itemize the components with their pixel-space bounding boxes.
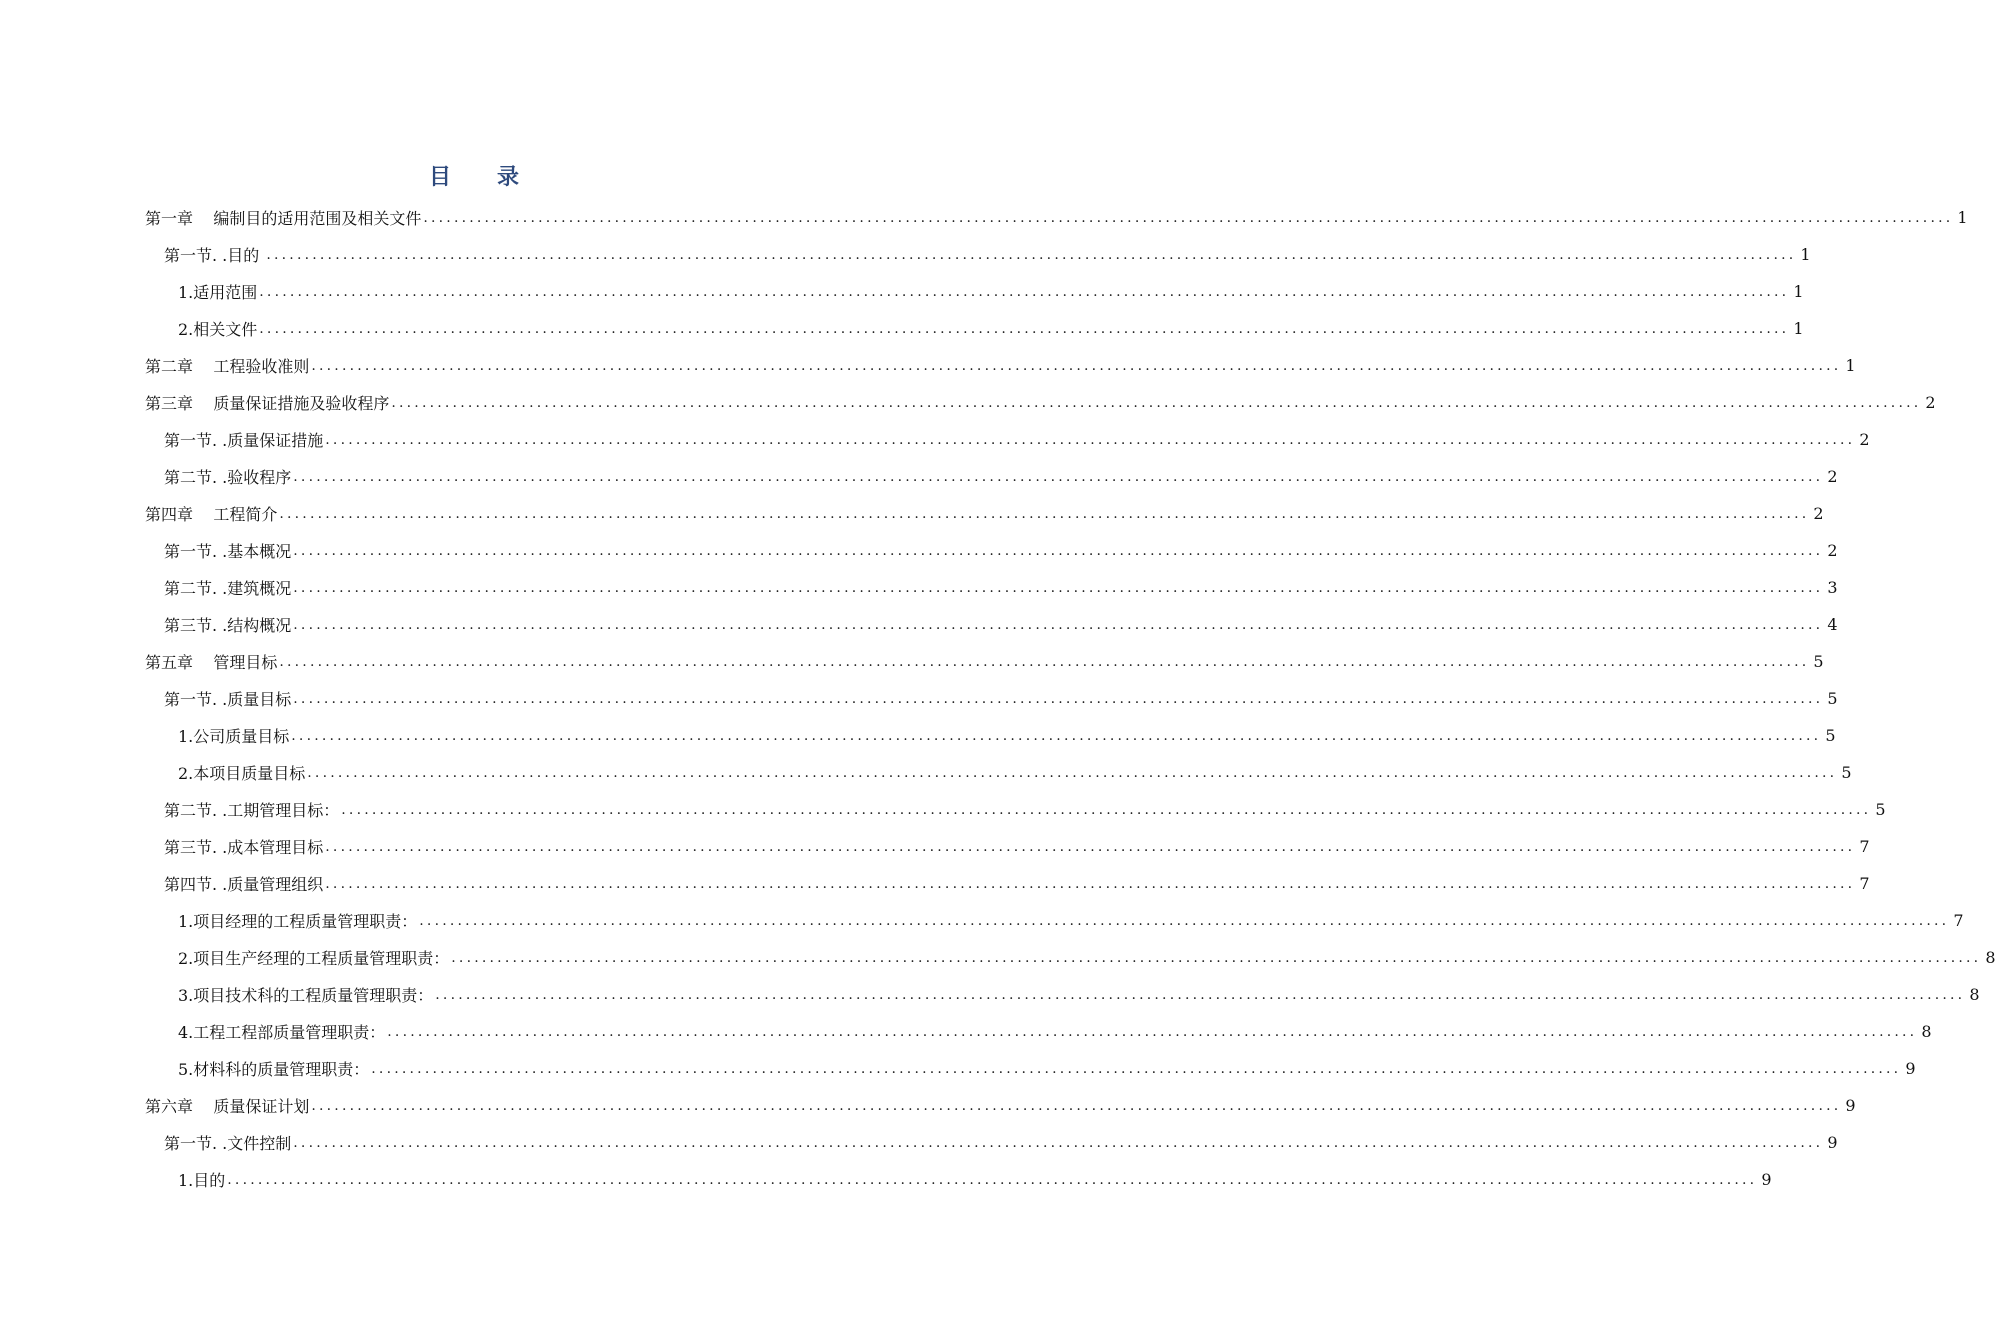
toc-entry-page: 3 (1827, 578, 1838, 597)
toc-entry-label: 第二章 工程验收准则 (145, 357, 310, 376)
toc-entry-label: 第二节. .验收程序 (164, 468, 292, 487)
toc-entry[interactable] (0, 1124, 1838, 1161)
toc-leader-dots: ........................................................................................................................................................................................................ (307, 764, 1838, 781)
toc-entry-page: 1 (1800, 245, 1811, 264)
toc-entry-page: 2 (1827, 541, 1838, 560)
toc-entry[interactable] (0, 976, 1980, 1013)
toc-entry-label: 2.项目生产经理的工程质量管理职责： (178, 949, 450, 968)
toc-leader-dots: ........................................................................................................................................................................................................ (293, 1134, 1824, 1151)
toc-entry-page: 4 (1827, 615, 1838, 634)
toc-title (0, 160, 950, 191)
toc-entry-page: 8 (1969, 985, 1980, 1004)
toc-leader-dots: ........................................................................................................................................................................................................ (387, 1023, 1918, 1040)
toc-entry-page: 7 (1953, 911, 1964, 930)
toc-entry-label: 5.材料科的质量管理职责： (178, 1060, 370, 1079)
toc-entry[interactable] (0, 865, 1870, 902)
toc-entry-page: 5 (1827, 689, 1838, 708)
toc-leader-dots: ........................................................................................................................................................................................................ (391, 394, 1922, 411)
toc-entry-page: 1 (1793, 319, 1804, 338)
toc-leader-dots: ........................................................................................................................................................................................................ (311, 357, 1842, 374)
toc-entry-label: 2.本项目质量目标 (178, 764, 306, 783)
toc-leader-dots: ........................................................................................................................................................................................................ (419, 912, 1950, 929)
toc-leader-dots: ........................................................................................................................................................................................................ (227, 1171, 1758, 1188)
toc-entry-page: 9 (1827, 1133, 1838, 1152)
toc-entry[interactable] (0, 495, 1824, 532)
toc-entry[interactable] (0, 384, 1936, 421)
toc-entry-page: 1 (1793, 282, 1804, 301)
toc-leader-dots: ........................................................................................................................................................................................................ (311, 1097, 1842, 1114)
toc-entry-label: 2.相关文件 (178, 320, 258, 339)
toc-entry-page: 2 (1827, 467, 1838, 486)
toc-entry[interactable] (0, 458, 1838, 495)
toc-leader-dots: ........................................................................................................................................................................................................ (293, 468, 1824, 485)
toc-leader-dots: ........................................................................................................................................................................................................ (325, 875, 1856, 892)
toc-leader-dots: ........................................................................................................................................................................................................ (279, 653, 1810, 670)
toc-leader-dots: ........................................................................................................................................................................................................ (451, 949, 1982, 966)
toc-entry[interactable] (0, 1050, 1916, 1087)
toc-entry-label: 1.目的 (178, 1171, 226, 1190)
toc-entry-page: 5 (1813, 652, 1824, 671)
toc-entry-label: 第一节. .基本概况 (164, 542, 292, 561)
toc-entry-page: 1 (1957, 208, 1968, 227)
toc-entry-label: 第二节. .工期管理目标： (164, 801, 340, 820)
toc-leader-dots: ........................................................................................................................................................................................................ (371, 1060, 1902, 1077)
toc-entry-label: 第一章 编制目的适用范围及相关文件 (145, 209, 422, 228)
toc-entry-page: 9 (1905, 1059, 1916, 1078)
toc-leader-dots: ........................................................................................................................................................................................................ (293, 579, 1824, 596)
toc-leader-dots: ........................................................................................................................................................................................................ (266, 246, 1797, 263)
toc-entry-label: 第一节. .文件控制 (164, 1134, 292, 1153)
toc-entry-label: 第三章 质量保证措施及验收程序 (145, 394, 390, 413)
toc-entry-page: 2 (1925, 393, 1936, 412)
toc-entry-label: 第三节. .结构概况 (164, 616, 292, 635)
toc-entry-label: 第五章 管理目标 (145, 653, 278, 672)
toc-entry-label: 第四节. .质量管理组织 (164, 875, 324, 894)
toc-entry[interactable] (0, 310, 1804, 347)
toc-entry-label: 3.项目技术科的工程质量管理职责： (178, 986, 434, 1005)
toc-entry-page: 8 (1921, 1022, 1932, 1041)
toc-entry[interactable] (0, 347, 1856, 384)
toc-leader-dots: ........................................................................................................................................................................................................ (259, 320, 1790, 337)
toc-entry-page: 5 (1841, 763, 1852, 782)
toc-entry[interactable] (0, 717, 1836, 754)
toc-entry-page: 7 (1859, 837, 1870, 856)
toc-entry[interactable] (0, 754, 1852, 791)
toc-entry[interactable] (0, 421, 1870, 458)
toc-leader-dots: ........................................................................................................................................................................................................ (423, 209, 1954, 226)
toc-entry[interactable] (0, 680, 1838, 717)
toc-entry[interactable] (0, 939, 1996, 976)
toc-entry[interactable] (0, 199, 1968, 236)
toc-leader-dots: ........................................................................................................................................................................................................ (435, 986, 1966, 1003)
toc-entry[interactable] (0, 1013, 1932, 1050)
toc-entry[interactable] (0, 569, 1838, 606)
toc-entry-label: 第一节. .质量保证措施 (164, 431, 324, 450)
toc-entry-label: 第四章 工程简介 (145, 505, 278, 524)
toc-leader-dots: ........................................................................................................................................................................................................ (325, 838, 1856, 855)
toc-entry-label: 第二节. .建筑概况 (164, 579, 292, 598)
toc-entry[interactable] (0, 236, 1811, 273)
toc-entry-page: 8 (1985, 948, 1996, 967)
toc-leader-dots: ........................................................................................................................................................................................................ (293, 616, 1824, 633)
toc-entry-page: 5 (1875, 800, 1886, 819)
toc-entry-label: 1.适用范围 (178, 283, 258, 302)
toc-entry[interactable] (0, 606, 1838, 643)
toc-title-left: 目 (428, 165, 453, 190)
toc-entry-page: 7 (1859, 874, 1870, 893)
toc-entry[interactable] (0, 791, 1886, 828)
toc-entry-page: 1 (1845, 356, 1856, 375)
toc-entry[interactable] (0, 643, 1824, 680)
toc-entry-page: 9 (1761, 1170, 1772, 1189)
toc-leader-dots: ........................................................................................................................................................................................................ (341, 801, 1872, 818)
toc-leader-dots: ........................................................................................................................................................................................................ (293, 542, 1824, 559)
toc-entry-label: 第六章 质量保证计划 (145, 1097, 310, 1116)
toc-entry-page: 2 (1859, 430, 1870, 449)
toc-entry-label: 1.公司质量目标 (178, 727, 290, 746)
toc-entry-label: 第一节. .目的 (164, 246, 265, 265)
toc-entry[interactable] (0, 1087, 1856, 1124)
toc-entry[interactable] (0, 273, 1804, 310)
toc-entry-label: 4.工程工程部质量管理职责： (178, 1023, 386, 1042)
toc-entry-label: 第三节. .成本管理目标 (164, 838, 324, 857)
toc-leader-dots: ........................................................................................................................................................................................................ (325, 431, 1856, 448)
toc-entry-page: 2 (1813, 504, 1824, 523)
toc-leader-dots: ........................................................................................................................................................................................................ (279, 505, 1810, 522)
toc-entry-page: 9 (1845, 1096, 1856, 1115)
toc-entry-label: 1.项目经理的工程质量管理职责： (178, 912, 418, 931)
toc-leader-dots: ........................................................................................................................................................................................................ (291, 727, 1822, 744)
toc-leader-dots: ........................................................................................................................................................................................................ (259, 283, 1790, 300)
toc-title-right: 录 (497, 165, 522, 190)
toc-entry[interactable] (0, 1161, 1772, 1198)
toc-entry[interactable] (0, 532, 1838, 569)
toc-entry-page: 5 (1825, 726, 1836, 745)
toc-entry-label: 第一节. .质量目标 (164, 690, 292, 709)
toc-entry[interactable] (0, 828, 1870, 865)
toc-entry[interactable] (0, 902, 1964, 939)
toc-leader-dots: ........................................................................................................................................................................................................ (293, 690, 1824, 707)
